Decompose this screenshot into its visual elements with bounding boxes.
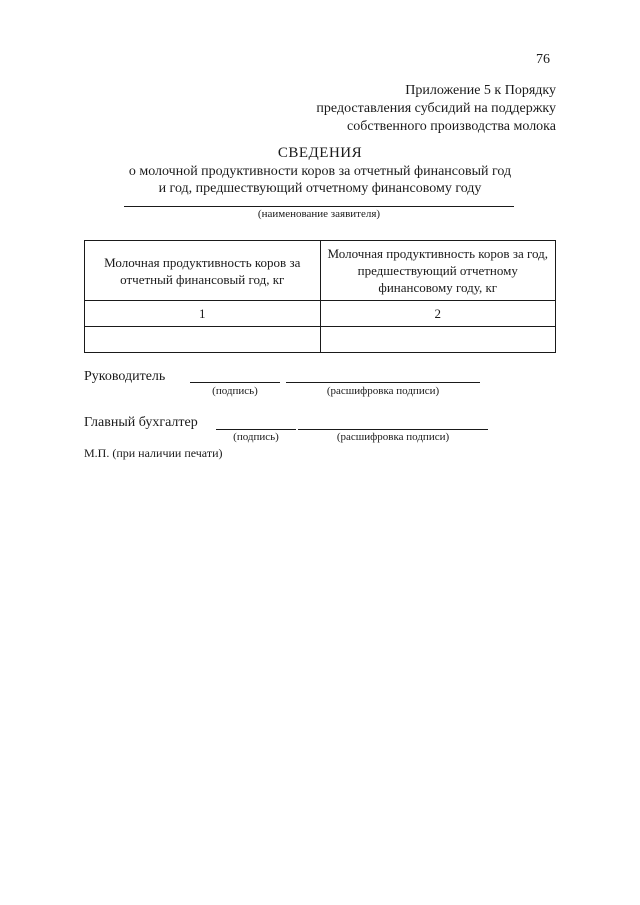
table-cell-current-year xyxy=(85,327,321,353)
productivity-table xyxy=(84,240,556,353)
table-header-previous-year: Молочная продуктивность коров за год, предшествующий отчетному финансовому году, кг xyxy=(320,241,556,301)
column-number-2: 2 xyxy=(320,301,556,327)
page-number: 76 xyxy=(536,52,550,67)
accountant-signature-line xyxy=(216,429,296,430)
document-subtitle xyxy=(0,163,640,197)
document-title: СВЕДЕНИЯ xyxy=(277,145,363,161)
table-row xyxy=(85,327,556,353)
subtitle-line-1: о молочной продуктивности коров за отчетный финансовый год xyxy=(128,164,512,179)
accountant-label: Главный бухгалтер xyxy=(84,415,198,430)
applicant-name-line xyxy=(124,206,514,207)
subtitle-line-2: и год, предшествующий отчетному финансовому году xyxy=(158,181,482,196)
table-cell-previous-year xyxy=(320,327,556,353)
appendix-line-3: собственного производства молока xyxy=(347,119,556,134)
appendix-reference xyxy=(316,82,556,136)
head-signature-caption: (подпись) xyxy=(212,385,258,397)
accountant-decoding-line xyxy=(298,429,488,430)
appendix-line-1: Приложение 5 к Порядку xyxy=(405,83,556,98)
head-decoding-caption: (расшифровка подписи) xyxy=(326,385,440,397)
head-decoding-line xyxy=(286,382,480,383)
table-header-row xyxy=(85,241,556,301)
head-label: Руководитель xyxy=(84,369,166,384)
head-signature-line xyxy=(190,382,280,383)
table-column-numbers-row xyxy=(85,301,556,327)
applicant-caption: (наименование заявителя) xyxy=(257,208,381,220)
accountant-decoding-caption: (расшифровка подписи) xyxy=(336,431,450,443)
accountant-signature-caption: (подпись) xyxy=(233,431,279,443)
seal-note: М.П. (при наличии печати) xyxy=(84,446,223,460)
column-number-1: 1 xyxy=(85,301,321,327)
table-header-current-year: Молочная продуктивность коров за отчетный финансовый год, кг xyxy=(85,241,321,301)
appendix-line-2: предоставления субсидий на поддержку xyxy=(316,101,556,116)
